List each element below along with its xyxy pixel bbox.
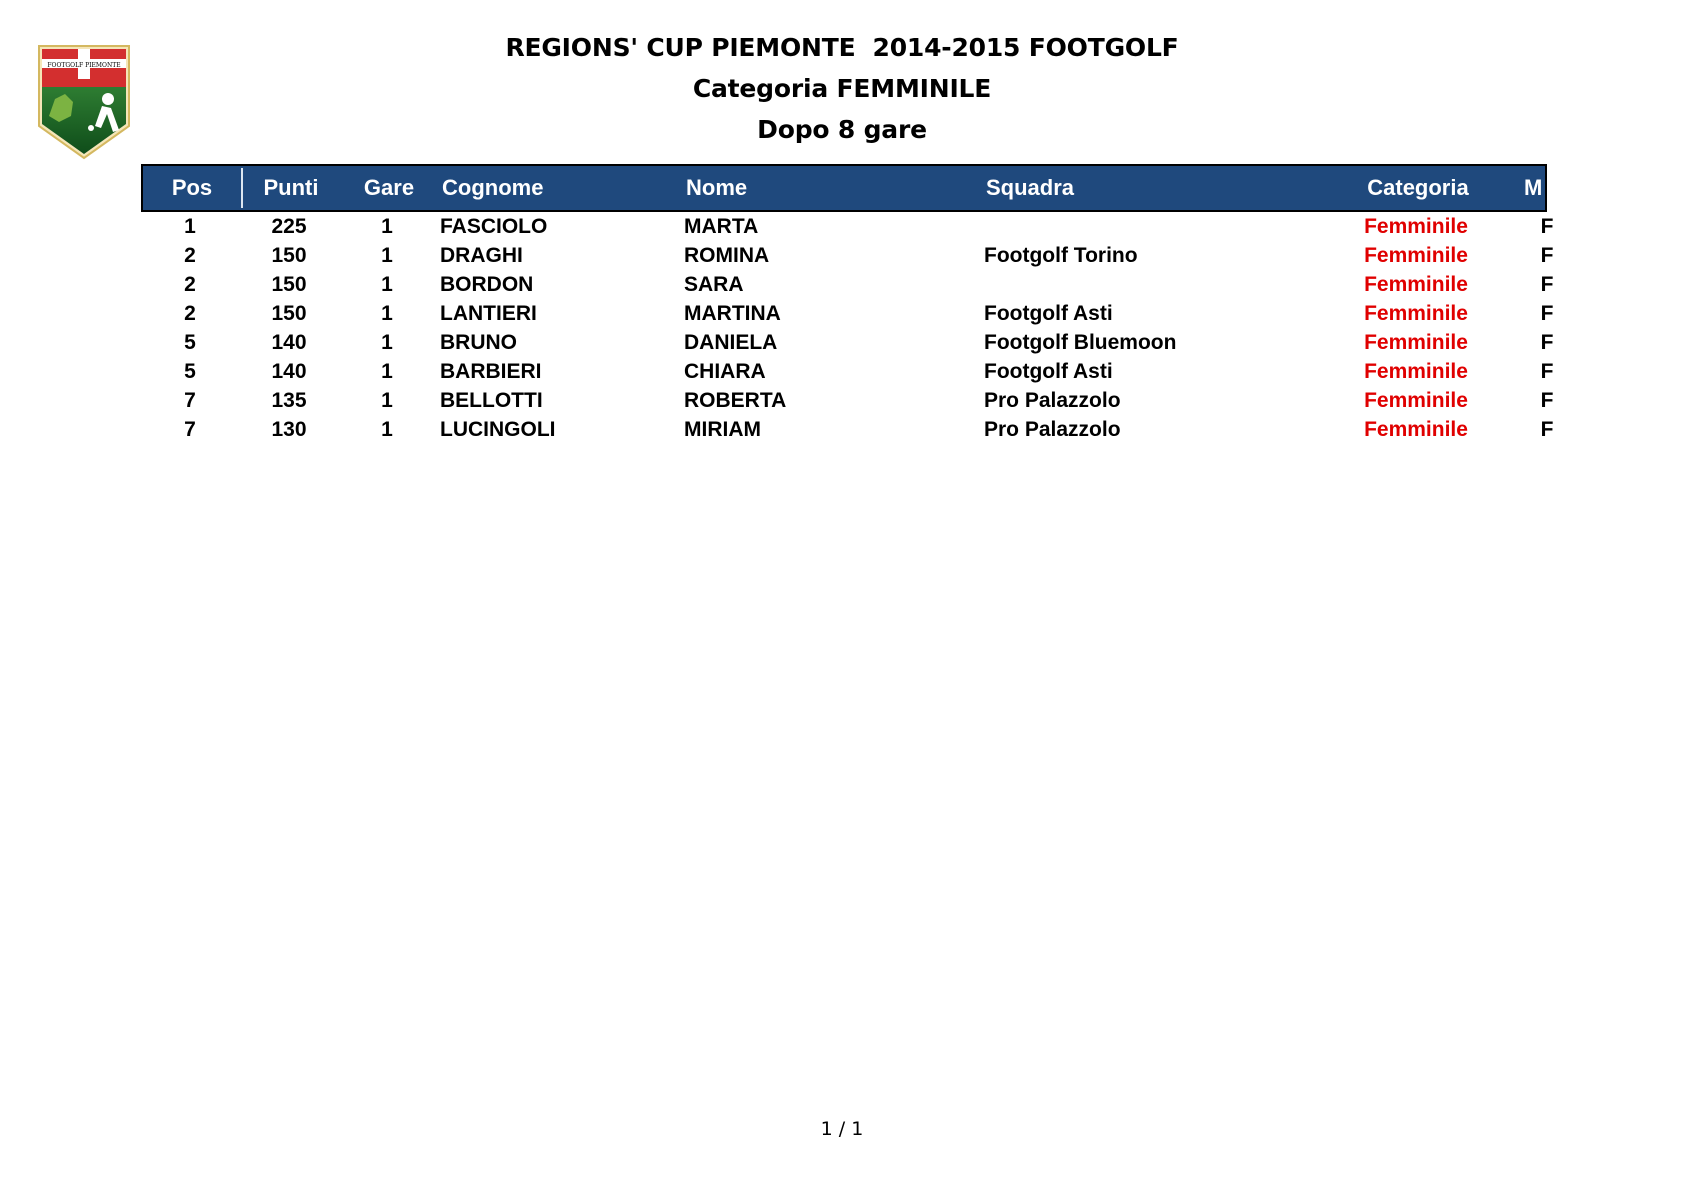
table-row bbox=[141, 299, 1554, 328]
table-row bbox=[141, 386, 1554, 415]
cell-nome: DANIELA bbox=[684, 330, 778, 354]
cell-categoria: Femminile bbox=[1364, 301, 1468, 325]
cell-gare: 1 bbox=[381, 214, 393, 238]
cell-pos: 2 bbox=[184, 243, 196, 267]
cell-pos: 2 bbox=[184, 301, 196, 325]
cell-squadra: Footgolf Torino bbox=[984, 243, 1138, 267]
cell-categoria: Femminile bbox=[1364, 359, 1468, 383]
cell-nome: ROBERTA bbox=[684, 388, 787, 412]
cell-categoria: Femminile bbox=[1364, 417, 1468, 441]
column-header-categoria: Categoria bbox=[1367, 175, 1469, 200]
cell-mf: F bbox=[1540, 214, 1554, 238]
table-row bbox=[141, 212, 1554, 241]
cell-squadra: Pro Palazzolo bbox=[984, 417, 1121, 441]
cell-punti: 150 bbox=[271, 243, 307, 267]
column-header-cognome: Cognome bbox=[442, 175, 544, 200]
cell-gare: 1 bbox=[381, 330, 393, 354]
table-row bbox=[141, 270, 1554, 299]
cell-cognome: LUCINGOLI bbox=[440, 417, 556, 441]
category-subtitle: Categoria FEMMINILE bbox=[692, 74, 992, 103]
table-row bbox=[141, 415, 1554, 444]
cell-nome: MIRIAM bbox=[684, 417, 761, 441]
cell-cognome: DRAGHI bbox=[440, 243, 523, 267]
cell-gare: 1 bbox=[381, 301, 393, 325]
column-header-nome: Nome bbox=[686, 175, 748, 200]
cell-cognome: FASCIOLO bbox=[440, 214, 548, 238]
document-title: REGIONS' CUP PIEMONTE 2014-2015 FOOTGOLF bbox=[505, 33, 1179, 62]
cell-mf: F bbox=[1540, 301, 1554, 325]
cell-categoria: Femminile bbox=[1364, 243, 1468, 267]
cell-nome: MARTINA bbox=[684, 301, 781, 325]
cell-categoria: Femminile bbox=[1364, 330, 1468, 354]
cell-punti: 140 bbox=[271, 330, 307, 354]
cell-pos: 5 bbox=[184, 330, 196, 354]
cell-mf: F bbox=[1540, 243, 1554, 267]
ranking-table bbox=[141, 164, 1575, 444]
cell-mf: F bbox=[1540, 272, 1554, 296]
table-header bbox=[141, 164, 1575, 212]
cell-categoria: Femminile bbox=[1364, 388, 1468, 412]
cell-cognome: BARBIERI bbox=[440, 359, 542, 383]
page-indicator: 1 / 1 bbox=[820, 1118, 864, 1140]
cell-gare: 1 bbox=[381, 272, 393, 296]
logo-lettering: FOOTGOLF PIEMONTE bbox=[47, 62, 121, 69]
cell-pos: 7 bbox=[184, 388, 196, 412]
cell-punti: 130 bbox=[271, 417, 307, 441]
table-row bbox=[141, 328, 1554, 357]
cell-pos: 5 bbox=[184, 359, 196, 383]
column-header-punti: Punti bbox=[263, 175, 319, 200]
cell-cognome: LANTIERI bbox=[440, 301, 537, 325]
document-title-block bbox=[0, 28, 1684, 150]
cell-mf: F bbox=[1540, 359, 1554, 383]
cell-pos: 7 bbox=[184, 417, 196, 441]
cell-nome: ROMINA bbox=[684, 243, 770, 267]
column-header-pos: Pos bbox=[171, 175, 213, 200]
cell-categoria: Femminile bbox=[1364, 214, 1468, 238]
cell-squadra bbox=[984, 270, 1314, 299]
cell-squadra: Footgolf Asti bbox=[984, 301, 1113, 325]
cell-gare: 1 bbox=[381, 243, 393, 267]
cell-pos: 2 bbox=[184, 272, 196, 296]
cell-cognome: BRUNO bbox=[440, 330, 517, 354]
column-header-squadra: Squadra bbox=[986, 175, 1075, 200]
cell-pos: 1 bbox=[184, 214, 196, 238]
cell-mf: F bbox=[1540, 388, 1554, 412]
cell-mf: F bbox=[1540, 330, 1554, 354]
cell-gare: 1 bbox=[381, 417, 393, 441]
cell-cognome: BELLOTTI bbox=[440, 388, 543, 412]
cell-punti: 135 bbox=[271, 388, 307, 412]
table-body bbox=[141, 212, 1554, 444]
cell-nome: CHIARA bbox=[684, 359, 766, 383]
cell-punti: 225 bbox=[271, 214, 307, 238]
cell-categoria: Femminile bbox=[1364, 272, 1468, 296]
cell-squadra: Footgolf Asti bbox=[984, 359, 1113, 383]
cell-mf: F bbox=[1540, 417, 1554, 441]
cell-squadra: Pro Palazzolo bbox=[984, 388, 1121, 412]
table-row bbox=[141, 357, 1554, 386]
cell-gare: 1 bbox=[381, 388, 393, 412]
cell-punti: 150 bbox=[271, 301, 307, 325]
cell-gare: 1 bbox=[381, 359, 393, 383]
cell-cognome: BORDON bbox=[440, 272, 534, 296]
table-row bbox=[141, 241, 1554, 270]
column-header-gare: Gare bbox=[363, 175, 415, 200]
cell-punti: 140 bbox=[271, 359, 307, 383]
cell-nome: SARA bbox=[684, 272, 744, 296]
column-header-mf: M / F bbox=[1523, 175, 1575, 200]
cell-squadra: Footgolf Bluemoon bbox=[984, 330, 1177, 354]
races-subtitle: Dopo 8 gare bbox=[757, 115, 927, 144]
cell-punti: 150 bbox=[271, 272, 307, 296]
cell-nome: MARTA bbox=[684, 214, 759, 238]
cell-squadra bbox=[984, 212, 1314, 241]
